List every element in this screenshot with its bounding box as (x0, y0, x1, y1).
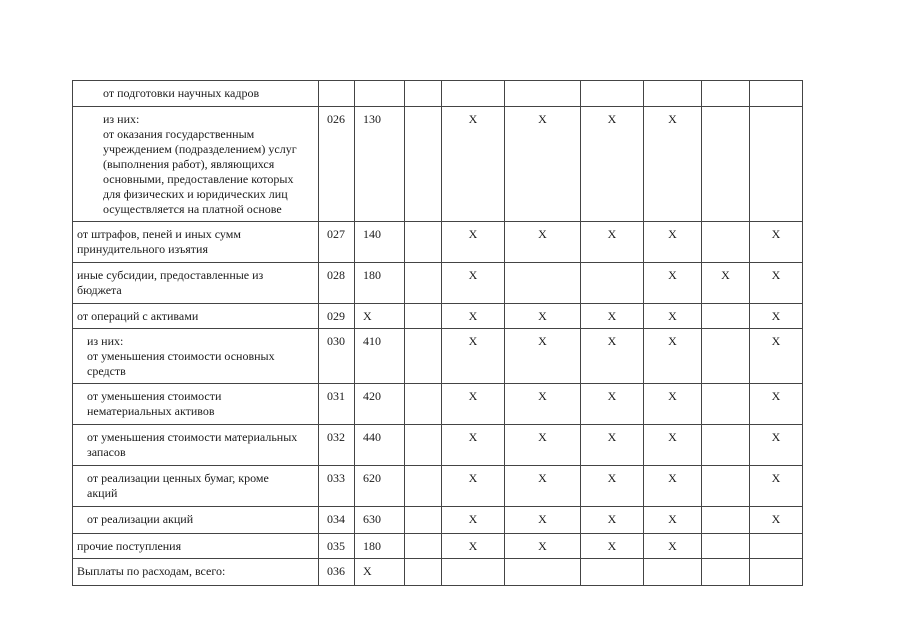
value-cell: X (644, 384, 702, 425)
value-cell (405, 507, 442, 534)
value-cell: X (442, 534, 505, 559)
row-label-line: осуществляется на платной основе (103, 202, 282, 216)
value-cell: X (442, 329, 505, 384)
kosgu-code: 130 (355, 107, 405, 222)
value-cell: X (505, 222, 581, 263)
value-cell (750, 534, 803, 559)
row-label-line: принудительного изъятия (77, 242, 208, 256)
row-label-line: основными, предоставление которых (103, 172, 294, 186)
financial-plan-table (72, 80, 803, 586)
value-cell (405, 304, 442, 329)
table-row (73, 81, 803, 107)
row-label-line: (выполнения работ), являющихся (103, 157, 275, 171)
kosgu-code: 620 (355, 466, 405, 507)
value-cell (442, 81, 505, 107)
value-cell: X (750, 304, 803, 329)
value-cell: X (644, 466, 702, 507)
row-label-line: от уменьшения стоимости (87, 389, 222, 403)
value-cell: X (750, 507, 803, 534)
row-label-line: учреждением (подразделением) услуг (103, 142, 297, 156)
value-cell (442, 559, 505, 586)
value-cell: X (750, 263, 803, 304)
value-cell: X (505, 466, 581, 507)
value-cell: X (505, 507, 581, 534)
table-row (73, 263, 803, 304)
row-label (73, 329, 319, 384)
value-cell: X (442, 507, 505, 534)
value-cell: X (442, 304, 505, 329)
row-label-line: иные субсидии, предоставленные из (77, 268, 264, 282)
value-cell: X (644, 107, 702, 222)
kosgu-code: X (355, 304, 405, 329)
value-cell: X (442, 384, 505, 425)
row-code: 028 (319, 263, 355, 304)
row-label-line: акций (87, 486, 118, 500)
value-cell (750, 81, 803, 107)
value-cell: X (505, 107, 581, 222)
value-cell: X (581, 534, 644, 559)
value-cell (702, 329, 750, 384)
value-cell (702, 107, 750, 222)
value-cell: X (750, 384, 803, 425)
value-cell (702, 507, 750, 534)
table-row (73, 425, 803, 466)
row-label-line: от уменьшения стоимости материальных (87, 430, 298, 444)
row-code: 032 (319, 425, 355, 466)
value-cell: X (581, 222, 644, 263)
value-cell (405, 222, 442, 263)
value-cell: X (505, 304, 581, 329)
row-label-line: от операций с активами (77, 309, 199, 323)
value-cell: X (581, 329, 644, 384)
value-cell (405, 263, 442, 304)
row-label (73, 425, 319, 466)
value-cell (405, 534, 442, 559)
value-cell: X (505, 534, 581, 559)
row-label (73, 107, 319, 222)
row-label-line: от реализации акций (87, 512, 194, 526)
value-cell: X (644, 222, 702, 263)
kosgu-code (355, 81, 405, 107)
value-cell (505, 263, 581, 304)
row-code: 027 (319, 222, 355, 263)
value-cell: X (644, 534, 702, 559)
value-cell: X (442, 466, 505, 507)
row-code: 029 (319, 304, 355, 329)
row-label (73, 559, 319, 586)
table-row (73, 304, 803, 329)
value-cell (702, 304, 750, 329)
row-label-line: нематериальных активов (87, 404, 215, 418)
value-cell: X (581, 466, 644, 507)
value-cell: X (442, 107, 505, 222)
value-cell: X (581, 384, 644, 425)
value-cell: X (581, 425, 644, 466)
value-cell: X (644, 425, 702, 466)
row-label-line: от уменьшения стоимости основных (87, 349, 275, 363)
value-cell (702, 81, 750, 107)
row-label (73, 534, 319, 559)
value-cell: X (750, 222, 803, 263)
kosgu-code: 630 (355, 507, 405, 534)
value-cell: X (644, 507, 702, 534)
value-cell (581, 81, 644, 107)
table-row (73, 559, 803, 586)
value-cell: X (505, 329, 581, 384)
kosgu-code: 140 (355, 222, 405, 263)
value-cell: X (442, 425, 505, 466)
value-cell (644, 81, 702, 107)
row-code: 036 (319, 559, 355, 586)
row-code: 026 (319, 107, 355, 222)
row-label-line: от оказания государственным (103, 127, 255, 141)
row-code: 033 (319, 466, 355, 507)
row-code (319, 81, 355, 107)
row-code: 030 (319, 329, 355, 384)
kosgu-code: 180 (355, 263, 405, 304)
kosgu-code: 180 (355, 534, 405, 559)
value-cell: X (581, 107, 644, 222)
value-cell (702, 534, 750, 559)
row-label-line: от реализации ценных бумаг, кроме (87, 471, 269, 485)
row-label-line: от штрафов, пеней и иных сумм (77, 227, 241, 241)
value-cell (644, 559, 702, 586)
value-cell (702, 222, 750, 263)
value-cell: X (644, 329, 702, 384)
row-label-line: из них: (103, 112, 140, 126)
kosgu-code: 420 (355, 384, 405, 425)
value-cell: X (442, 222, 505, 263)
table-row (73, 534, 803, 559)
row-label-line: прочие поступления (77, 539, 182, 553)
value-cell: X (505, 384, 581, 425)
value-cell: X (581, 507, 644, 534)
value-cell (405, 559, 442, 586)
row-label (73, 304, 319, 329)
value-cell: X (644, 263, 702, 304)
kosgu-code: 410 (355, 329, 405, 384)
value-cell (405, 425, 442, 466)
row-code: 031 (319, 384, 355, 425)
value-cell (505, 559, 581, 586)
row-label (73, 81, 319, 107)
row-label-line: Выплаты по расходам, всего: (77, 564, 226, 578)
table-body (73, 81, 803, 586)
table-row (73, 507, 803, 534)
table-row (73, 466, 803, 507)
row-label (73, 507, 319, 534)
value-cell: X (702, 263, 750, 304)
row-label (73, 263, 319, 304)
table-row (73, 384, 803, 425)
value-cell (702, 466, 750, 507)
value-cell (702, 425, 750, 466)
value-cell: X (750, 329, 803, 384)
row-label-line: для физических и юридических лиц (103, 187, 288, 201)
value-cell (405, 329, 442, 384)
row-label (73, 466, 319, 507)
row-label-line: средств (87, 364, 126, 378)
value-cell (405, 384, 442, 425)
row-label-line: бюджета (77, 283, 122, 297)
value-cell: X (581, 304, 644, 329)
value-cell (581, 559, 644, 586)
value-cell (702, 559, 750, 586)
value-cell (405, 107, 442, 222)
value-cell (405, 81, 442, 107)
value-cell (581, 263, 644, 304)
row-code: 034 (319, 507, 355, 534)
value-cell: X (505, 425, 581, 466)
kosgu-code: 440 (355, 425, 405, 466)
value-cell (702, 384, 750, 425)
value-cell (405, 466, 442, 507)
value-cell: X (442, 263, 505, 304)
row-label-line: запасов (87, 445, 126, 459)
row-code: 035 (319, 534, 355, 559)
row-label-line: от подготовки научных кадров (103, 86, 260, 100)
row-label (73, 222, 319, 263)
kosgu-code: X (355, 559, 405, 586)
value-cell (750, 559, 803, 586)
value-cell: X (750, 425, 803, 466)
table-row (73, 107, 803, 222)
value-cell (505, 81, 581, 107)
value-cell (750, 107, 803, 222)
value-cell: X (750, 466, 803, 507)
row-label (73, 384, 319, 425)
row-label-line: из них: (87, 334, 124, 348)
value-cell: X (644, 304, 702, 329)
table-row (73, 222, 803, 263)
table-row (73, 329, 803, 384)
